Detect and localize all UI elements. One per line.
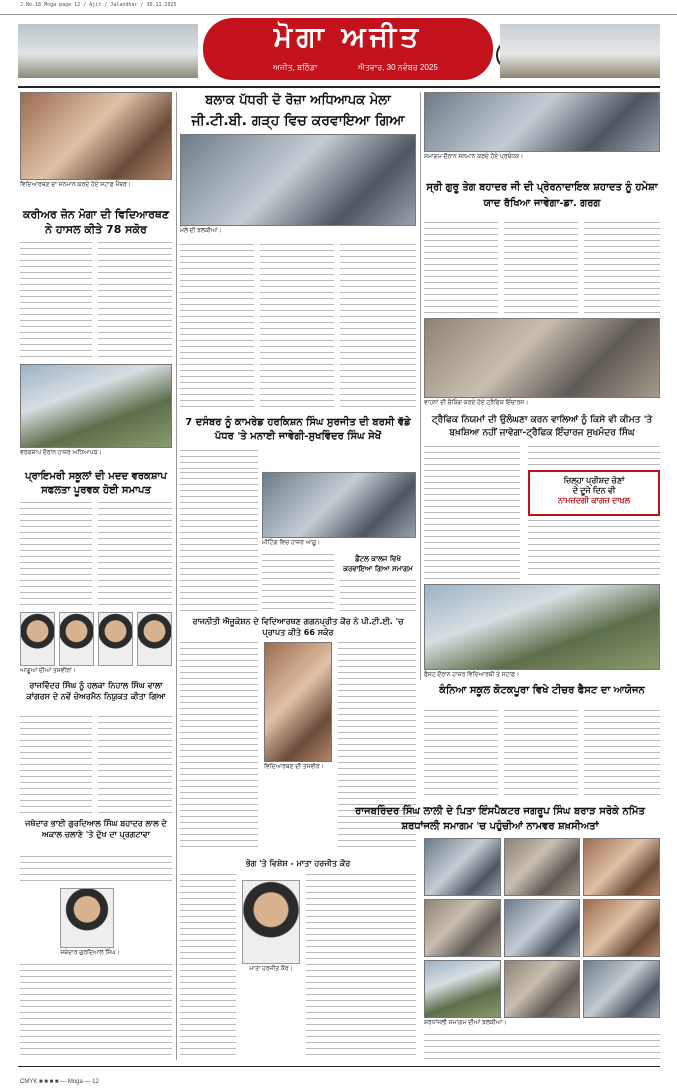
shardhanjali-photo-2: [504, 838, 581, 896]
barsi-meeting-photo: [262, 472, 416, 538]
masthead-rule: [18, 86, 660, 88]
obituary-caption: ਮਾਤਾ ਹਰਜੀਤ ਕੌਰ।: [249, 966, 293, 972]
shardhanjali-photo-8: [504, 960, 581, 1018]
student-selection-headline: ਰਾਜਨੀਤੀ ਐਜੂਕੇਸ਼ਨ ਦੇ ਵਿਦਿਆਰਥਣ ਗਗਨਪ੍ਰੀਤ ਕੌਰ ਨੇ ਪੀ.ਟੀ.ਈ. 'ਚ ਪ੍ਰਾਪਤ ਕੀਤੇ 66 ਸਕੋਰ: [192, 617, 404, 637]
student-selection-body-col1: [180, 642, 258, 852]
obituary-photo: [242, 880, 300, 964]
gtb-body-col2: [504, 222, 578, 314]
gtb-body-col3: [584, 222, 660, 314]
masthead-building-image-right: [500, 24, 660, 78]
barsi-body-col1: [180, 472, 258, 612]
section-title: ਮੋਗਾ ਅਜੀਤ: [273, 20, 423, 53]
obituary-body-col2: [306, 874, 416, 1060]
mela-headline-line1: ਬਲਾਕ ਪੱਧਰੀ ਦੋ ਰੋਜ਼ਾ ਅਧਿਆਪਕ ਮੇਲਾ: [205, 93, 391, 108]
student-photo: [264, 642, 332, 762]
top-divider: [0, 14, 677, 15]
shardhanjali-body: [424, 1034, 660, 1060]
mela-headline-line2: ਜੀ.ਟੀ.ਬੀ. ਗੜ੍ਹ ਵਿਚ ਕਰਵਾਇਆ ਗਿਆ: [191, 113, 405, 129]
obituary-headline: ਭੋਗ 'ਤੇ ਵਿਸ਼ੇਸ਼ - ਮਾਤਾ ਹਰਜੀਤ ਕੌਰ: [245, 859, 351, 868]
mela-group-photo: [180, 134, 416, 226]
shardhanjali-photo-6: [583, 899, 660, 957]
barsi-headline: 7 ਦਸੰਬਰ ਨੂੰ ਕਾਮਰੇਡ ਹਰਕਿਸ਼ਨ ਸਿੰਘ ਸੁਰਜੀਤ ਦੀ ਬਰਸੀ ਵੱਡੇ ਪੱਧਰ 'ਤੇ ਮਨਾਈ ਜਾਵੇਗੀ-ਸੁਖਵਿੰਦਰ ਸਿੰਘ ਸੇਖੋਂ: [185, 417, 411, 442]
masthead-subtitle: ਅਜੀਤ, ਬਠਿੰਡਾ: [273, 63, 318, 72]
kanya-school-photo: [424, 584, 660, 670]
shardhanjali-photo-grid: [424, 838, 660, 1018]
shardhanjali-photo-1: [424, 838, 501, 896]
traffic-caption: ਵਾਹਨਾਂ ਦੀ ਚੈਕਿੰਗ ਕਰਦੇ ਹੋਏ ਟ੍ਰੈਫਿਕ ਇੰਚਾਰਜ।: [424, 400, 529, 406]
jathedar-caption: ਜਥੇਦਾਰ ਗੁਰਦਿਆਲ ਸਿੰਘ।: [60, 950, 120, 956]
jathedar-body-2: [20, 964, 172, 1060]
workshop-headline: ਪ੍ਰਾਇਮਰੀ ਸਕੂਲਾਂ ਦੀ ਮਦਦ ਵਰਕਸ਼ਾਪ ਸਫਲਤਾ ਪੂਰਵਕ ਹੋਈ ਸਮਾਪਤ: [25, 471, 167, 496]
portrait-3: [98, 612, 133, 666]
box-line-3: ਨਾਮਜ਼ਦਗੀ ਕਾਗਜ਼ ਦਾਖ਼ਲ: [557, 496, 631, 505]
school-award-photo: [20, 92, 172, 180]
shardhanjali-photo-7: [424, 960, 501, 1018]
traffic-check-photo: [424, 318, 660, 398]
mela-caption: ਮੇਲੇ ਦੀ ਝਲਕੀਆਂ।: [180, 228, 222, 234]
dental-headline: ਡੈਂਟਲ ਕਾਲਜ ਵਿਖੇ ਕਰਵਾਇਆ ਗਿਆ ਸਮਾਗਮ: [343, 555, 413, 573]
rajwinder-headline: ਰਾਜਵਿੰਦਰ ਸਿੰਘ ਨੂੰ ਹਲਕਾ ਨਿਹਾਲ ਸਿੰਘ ਵਾਲਾ ਕਾਂਗਰਸ ਦੇ ਨਵੇਂ ਚੇਅਰਮੈਨ ਨਿਯੁਕਤ ਕੀਤਾ ਗਿਆ: [26, 681, 166, 701]
footer-slug: CMYK ■ ■ ■ ■ — Moga — 12: [20, 1079, 99, 1085]
dental-body: [340, 580, 416, 612]
gtb-body-col1: [424, 222, 498, 314]
box-line-2: ਦੇ ਦੂਜੇ ਦਿਨ ਵੀ: [572, 486, 616, 495]
gtb-headline: ਸ੍ਰੀ ਗੁਰੂ ਤੇਗ ਬਹਾਦਰ ਜੀ ਦੀ ਪ੍ਰੇਰਨਾਦਾਇਕ ਸ਼ਹਾਦਤ ਨੂੰ ਹਮੇਸ਼ਾ ਯਾਦ ਰੱਖਿਆ ਜਾਵੇਗਾ-ਡਾ. ਗਰਗ: [426, 182, 658, 209]
obituary-body-col1: [180, 874, 236, 1060]
student-caption: ਵਿਦਿਆਰਥਣ ਦੀ ਤਸਵੀਰ।: [264, 764, 324, 770]
footer-rule: [18, 1066, 660, 1067]
kanya-body-col3: [584, 710, 660, 800]
masthead-banner: [203, 18, 493, 80]
workshop-body: [20, 502, 92, 606]
school-result-body-col2: [98, 242, 172, 360]
kanya-body-col2: [504, 710, 578, 800]
print-slug: J.No.18 Moga page 12 / Ajit / Jalandhar / 30.11.2025: [20, 2, 177, 8]
school-award-caption: ਵਿਦਿਆਰਥਣ ਦਾ ਸਨਮਾਨ ਕਰਦੇ ਹੋਏ ਸਟਾਫ਼ ਮੈਂਬਰ।: [20, 182, 131, 188]
masthead-date: ਐਤਵਾਰ, 30 ਨਵੰਬਰ 2025: [358, 63, 438, 72]
masthead: [18, 18, 660, 80]
shardhanjali-photo-3: [583, 838, 660, 896]
shardhanjali-photo-4: [424, 899, 501, 957]
box-line-1: ਜ਼ਿਲ੍ਹਾ ਪ੍ਰੀਸ਼ਦ ਚੋਣਾਂ: [563, 476, 625, 485]
school-result-headline: ਕਰੀਅਰ ਜ਼ੋਨ ਮੋਗਾ ਦੀ ਵਿਦਿਆਰਥਣ ਨੇ ਹਾਸਲ ਕੀਤੇ 78 ਸਕੋਰ: [22, 208, 170, 236]
barsi-body-col2: [262, 554, 334, 612]
kanya-caption: ਫੈਸਟ ਦੌਰਾਨ ਹਾਜ਼ਰ ਵਿਦਿਆਰਥੀ ਤੇ ਸਟਾਫ਼।: [424, 672, 520, 678]
mela-body-col1: [180, 244, 254, 410]
shardhanjali-caption: ਸ਼ਰਧਾਂਜਲੀ ਸਮਾਗਮ ਦੀਆਂ ਝਲਕੀਆਂ।: [424, 1020, 507, 1026]
rajwinder-body: [20, 716, 92, 814]
kanya-body-col1: [424, 710, 498, 800]
shardhanjali-photo-9: [583, 960, 660, 1018]
workshop-photo: [20, 364, 172, 448]
gtb-event-photo: [424, 92, 660, 152]
portrait-4: [137, 612, 172, 666]
traffic-body-col2: [528, 520, 660, 580]
column-divider-2: [420, 92, 421, 680]
mela-body-col3: [340, 244, 416, 410]
portrait-2: [59, 612, 94, 666]
column-divider-1: [176, 92, 177, 1060]
portrait-1: [20, 612, 55, 666]
workshop-body-col2: [98, 502, 172, 606]
kanya-headline: ਕੰਨਿਆ ਸਕੂਲ ਕੋਟਕਪੂਰਾ ਵਿਖੇ ਟੀਚਰ ਫੈਸਟ ਦਾ ਆਯੋਜਨ: [439, 685, 645, 696]
traffic-body-col2-top: [528, 446, 660, 466]
mela-body-col2: [260, 244, 334, 410]
shardhanjali-photo-5: [504, 899, 581, 957]
masthead-building-image-left: [18, 24, 198, 78]
school-result-body: [20, 242, 92, 360]
shardhanjali-headline: ਰਾਜਬਰਿੰਦਰ ਸਿੰਘ ਲਾਲੀ ਦੇ ਪਿਤਾ ਇੰਸਪੈਕਟਰ ਜਗਰੂਪ ਸਿੰਘ ਬਰਾੜ ਸਰੋਕੇ ਨਮਿੱਤ ਸ਼ਰਧਾਂਜਲੀ ਸਮਾਗਮ 'ਚ ਪਹੁੰਚੀਆਂ ਨਾਮਵਰ ਸ਼ਖ਼ਸੀਅਤਾਂ: [355, 806, 645, 832]
rajwinder-body-col2: [98, 716, 172, 814]
traffic-headline: ਟ੍ਰੈਫਿਕ ਨਿਯਮਾਂ ਦੀ ਉਲੰਘਣਾ ਕਰਨ ਵਾਲਿਆਂ ਨੂੰ ਕਿਸੇ ਵੀ ਕੀਮਤ 'ਤੇ ਬਖ਼ਸ਼ਿਆ ਨਹੀਂ ਜਾਵੇਗਾ-ਟ੍ਰੈਫਿਕ ਇੰਚਾਰਜ ਸੁਖਮੰਦਰ ਸਿੰਘ: [431, 415, 653, 438]
jathedar-body: [20, 856, 172, 884]
jathedar-photo: [60, 888, 114, 948]
gtb-caption: ਸਮਾਗਮ ਦੌਰਾਨ ਸਨਮਾਨ ਕਰਦੇ ਹੋਏ ਪ੍ਰਬੰਧਕ।: [424, 154, 524, 160]
election-notice-box: [528, 470, 660, 516]
barsi-intro-body: [180, 450, 258, 470]
traffic-body-col1: [424, 446, 520, 580]
jathedar-headline: ਜਥੇਦਾਰ ਭਾਈ ਗੁਰਦਿਆਲ ਸਿੰਘ ਬਹਾਦਰ ਲਾਲ ਦੇ ਅਕਾਲ ਚਲਾਣੇ 'ਤੇ ਦੁੱਖ ਦਾ ਪ੍ਰਗਟਾਵਾ: [25, 819, 167, 839]
rajwinder-caption: ਆਗੂਆਂ ਦੀਆਂ ਤਸਵੀਰਾਂ।: [20, 668, 76, 674]
workshop-caption: ਵਰਕਸ਼ਾਪ ਦੌਰਾਨ ਹਾਜ਼ਰ ਅਧਿਆਪਕ।: [20, 450, 102, 456]
rajwinder-portraits: [20, 612, 172, 666]
barsi-caption: ਮੀਟਿੰਗ ਵਿਚ ਹਾਜ਼ਰ ਆਗੂ।: [262, 540, 321, 546]
